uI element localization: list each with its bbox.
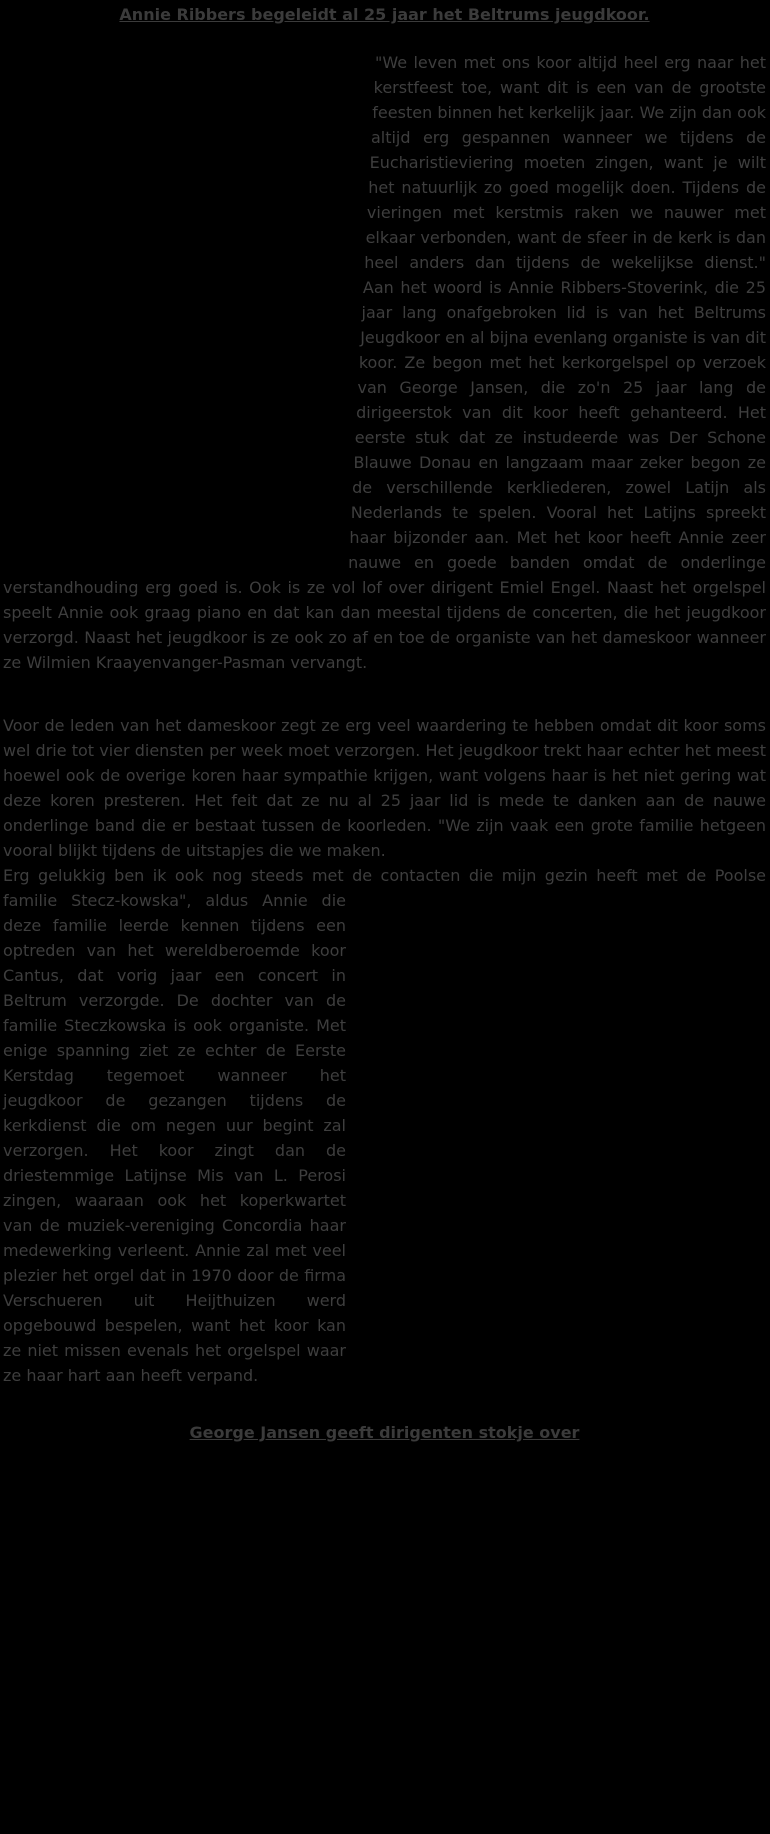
paragraph-intro: [3, 50, 766, 675]
section-heading: George Jansen geeft dirigenten stokje over: [189, 1423, 580, 1442]
article-title: Annie Ribbers begeleidt al 25 jaar het Beltrums jeugdkoor.: [119, 5, 650, 24]
paragraph-intro-text: "We leven met ons koor altijd heel erg naar het kerstfeest toe, want dit is een van de grootste feesten binnen het kerkelijk jaar. We zijn dan ook altijd erg gespannen wanneer we tijdens de Eucharistieviering moeten zingen, want je wilt het natuurlijk zo goed mogelijk doen. Tijdens de vieringen met kerstmis raken we nauwer met elkaar verbonden, want de sfeer in de kerk is dan heel anders dan tijdens de wekelijkse dienst." Aan het woord is Annie Ribbers-Stoverink, die 25 jaar lang onafgebroken lid is van het Beltrums Jeugdkoor en al bijna evenlang organiste is van dit koor. Ze begon met het kerkorgelspel op verzoek van George Jansen, die zo'n 25 jaar lang de dirigeerstok van dit koor heeft gehanteerd. Het eerste stuk dat ze instudeerde was Der Schone Blauwe Donau en langzaam maar zeker begon ze de verschillende kerkliederen, zowel Latijn als Nederlands te spelen. Vooral het Latijns spreekt haar bijzonder aan. Met het koor heeft Annie zeer nauwe en goede banden omdat de onderlinge verstandhouding erg goed is. Ook is ze vol lof over dirigent Emiel Engel. Naast het orgelspel speelt Annie ook graag piano en dat kan dan meestal tijdens de concerten, die het jeugdkoor verzorgd. Naast het jeugdkoor is ze ook zo af en toe de organiste van het dameskoor wanneer ze Wilmien Kraayenvanger-Pasman vervangt.: [3, 53, 766, 672]
paragraph-poolse-familie: [3, 863, 766, 1388]
paragraph-dameskoor: [3, 713, 766, 863]
paragraph-dameskoor-text: Voor de leden van het dameskoor zegt ze erg veel waardering te hebben omdat dit koor soms wel drie tot vier diensten per week moet verzorgen. Het jeugdkoor trekt haar echter het meest hoewel ook de overige koren haar sympathie krijgen, want volgens haar is het niet gering wat deze koren presteren. Het feit dat ze nu al 25 jaar lid is mede te danken aan de nauwe onderlinge band die er bestaat tussen de koorleden. "We zijn vaak een grote familie hetgeen vooral blijkt tijdens de uitstapjes die we maken.: [3, 716, 766, 860]
paragraph-poolse-familie-text: Erg gelukkig ben ik ook nog steeds met de contacten die mijn gezin heeft met de Poolse familie Stecz-kowska", aldus Annie die deze familie leerde kennen tijdens een optreden van het wereldberoemde koor Cantus, dat vorig jaar een concert in Beltrum verzorgde. De dochter van de familie Steczkowska is ook organiste. Met enige spanning ziet ze echter de Eerste Kerstdag tegemoet wanneer het jeugdkoor de gezangen tijdens de kerkdienst die om negen uur begint zal verzorgen. Het koor zingt dan de driestemmige Latijnse Mis van L. Perosi zingen, waaraan ook het koperkwartet van de muziek-vereniging Concordia haar medewerking verleent. Annie zal met veel plezier het orgel dat in 1970 door de firma Verschueren uit Heijthuizen werd opgebouwd bespelen, want het koor kan ze niet missen evenals het orgelspel waar ze haar hart aan heeft verpand.: [3, 866, 766, 1385]
photo-placeholder-left: [3, 50, 375, 570]
photo-placeholder-right: [346, 863, 766, 1398]
